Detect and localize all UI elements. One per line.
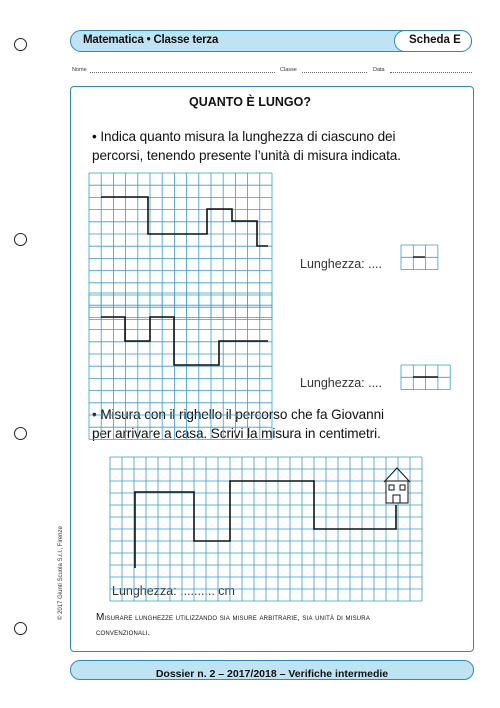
date-label: Data <box>373 67 385 73</box>
path-2 <box>101 317 268 365</box>
name-label: Nome <box>72 67 87 73</box>
teacher-note-line-2: convenzionali. <box>96 628 151 637</box>
length-label-3: Lunghezza: .......... cm <box>112 584 235 598</box>
grid-2 <box>89 293 272 439</box>
instruction-1-line-1: • Indica quanto misura la lunghezza di ciascuno dei <box>92 129 396 144</box>
grid-1 <box>89 173 272 319</box>
footer-text: Dossier n. 2 – 2017/2018 – Verifiche intermedie <box>155 668 389 680</box>
instruction-2-line-2: per arrivare a casa. Scrivi la misura in centimetri. <box>92 426 381 441</box>
header-subject: Matematica • Classe terza <box>83 34 219 46</box>
footer-bar <box>70 660 474 680</box>
worksheet-title: QUANTO È LUNGO? <box>189 95 311 109</box>
class-label: Classe <box>280 67 297 73</box>
length-label-2: Lunghezza: .... <box>300 376 383 390</box>
length-label-1: Lunghezza: .... <box>300 257 383 271</box>
teacher-note-line-1: Misurare lunghezze utilizzando sia misure arbitrarie, sia unità di misura <box>96 612 371 623</box>
house-icon <box>384 468 410 503</box>
teacher-note <box>96 610 466 640</box>
instruction-2-line-1: • Misura con il righello il percorso che fa Giovanni <box>92 407 384 422</box>
copyright-text: © 2017 Giunti Scuola S.r.l., Firenze <box>58 526 64 620</box>
path-3 <box>135 481 396 568</box>
sheet-label: Scheda E <box>409 34 461 46</box>
instruction-1-line-2: percorsi, tenendo presente l’unità di misura indicata. <box>92 148 401 163</box>
